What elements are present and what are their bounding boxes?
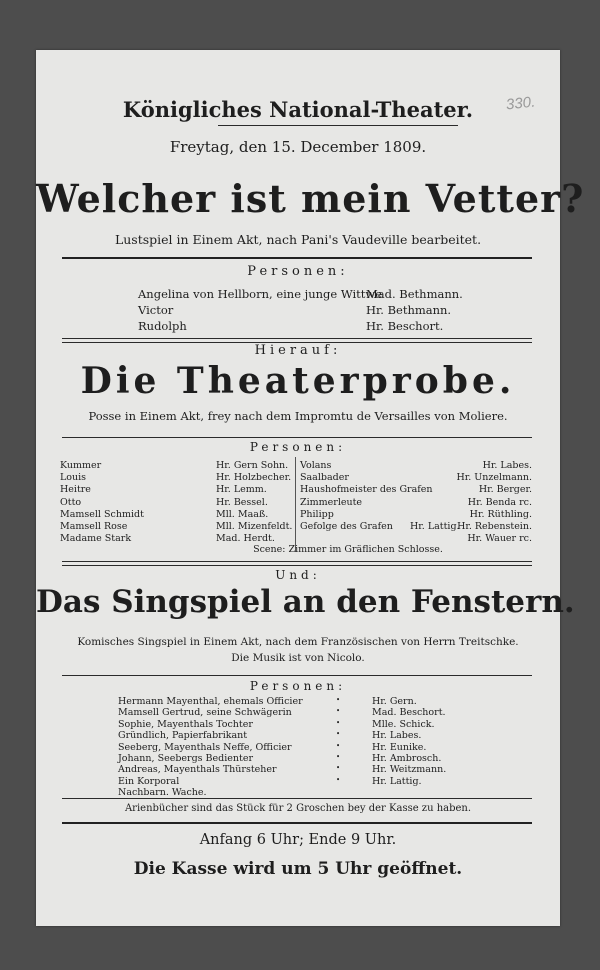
play3-intro: Und: [275,568,321,582]
cast-role: Sophie, Mayenthals Tochter [118,718,253,730]
rule-4 [62,561,532,566]
cast-role: Haushofmeister des Grafen [300,484,433,496]
cast-role: Nachbarn. Wache. [118,787,207,799]
play2-scene: Scene: Zimmer im Gräflichen Schlosse. [253,544,443,555]
cast-actor: Hr. Lemm. [216,484,267,496]
cast-actor: Hr. Berger. [478,484,532,496]
theatre-name: Königliches National-Theater. [122,97,474,122]
cast-role: Andreas, Mayenthals Thürsteher [118,764,277,776]
rule-3 [62,437,532,438]
cast-actor: Hr. Beschort. [366,319,444,333]
cast-actor: Hr. Bethmann. [366,303,452,317]
rule-1 [62,257,532,259]
rule-6 [62,798,532,799]
cast-separator-dot: • [336,753,341,761]
cast-separator-dot: • [336,707,341,716]
performance-times: Anfang 6 Uhr; Ende 9 Uhr. [199,832,397,848]
cast-role: Seeberg, Mayenthals Neffe, Officier [118,741,292,753]
cast-role: Hermann Mayenthal, ehemals Officier [118,696,303,707]
cast-actor: Hr. Labes. [372,730,422,742]
cast-actor: Mad. Bethmann. [366,287,463,301]
cast-separator-dot: • [336,718,341,727]
cast-separator-dot: • [336,696,341,704]
cast-actor: Mll. Maaß. [216,508,269,520]
play1-personen: Personen: [247,264,349,279]
cast-actor: Hr. Weitzmann. [372,764,447,776]
cast-separator-dot: • [336,741,341,750]
cast-actor: Hr. Lattig. [372,775,422,787]
play1-subtitle: Lustspiel in Einem Akt, nach Pani's Vaudeville bearbeitet. [114,232,482,247]
cast-role: Mamsell Gertrud, seine Schwägerin [118,707,292,719]
rule-5 [62,675,532,676]
play3-music: Die Musik ist von Nicolo. [231,652,365,664]
cast-actor: Hr. Benda rc. [467,496,532,508]
play1-title: Welcher ist mein Vetter? [36,176,585,221]
cast-role: Saalbader [300,472,349,484]
cast-role: Mamsell Rose [60,521,128,532]
cast-role: Kummer [60,460,102,471]
play2-title: Die Theaterprobe. [80,360,516,402]
performance-date: Freytag, den 15. December 1809. [169,138,427,156]
play2-personen: Personen: [249,440,347,454]
cast-separator-dot: • [336,730,341,739]
cast-role: Philipp [300,508,334,520]
cast-actor: Hr. Rebenstein. [457,521,532,532]
cast-actor: Mll. Mizenfeldt. [216,521,293,532]
cast-role: Johann, Seebergs Bedienter [118,753,254,764]
play2-intro: Hierauf: [254,343,342,358]
cast-role: Gründlich, Papierfabrikant [118,730,248,742]
cast-role: Madame Stark [60,533,132,545]
play2-subtitle: Posse in Einem Akt, frey nach dem Impromtu de Versailles von Moliere. [88,409,508,423]
cast-actor: Hr. Labes. [482,460,532,471]
play3-personen: Personen: [249,679,347,693]
cast-role: Mamsell Schmidt [60,508,144,520]
box-office-opening: Die Kasse wird um 5 Uhr geöffnet. [133,859,463,879]
play3-title: Das Singspiel an den Fenstern. [36,584,575,620]
cast-actor: Mlle. Schick. [372,718,435,730]
cast-actor: Hr. Eunike. [372,741,427,753]
cast-role: Ein Korporal [118,775,180,787]
cast-role: Gefolge des Grafen [300,521,393,532]
cast-actor: Hr. Wauer rc. [467,533,532,545]
cast-role: Rudolph [138,319,187,333]
cast-actor: Hr. Bessel. [216,496,268,508]
cast-actor: Mad. Herdt. [216,533,275,545]
cast-role: Louis [60,472,87,484]
cast-role: Volans [300,460,332,471]
cast-actor: Hr. Gern Sohn. [216,460,289,471]
cast-actor: Hr. Holzbecher. [216,472,292,484]
cast-actor: Hr. Rüthling. [469,508,532,520]
archive-number: 330. [505,93,537,114]
cast-actor: Hr. Gern. [372,696,417,707]
cast-column-divider [295,457,296,552]
cast-separator-dot: • [336,775,341,784]
cast-actor: Hr. Unzelmann. [456,472,532,484]
cast-role: Victor [138,303,174,317]
cast-role: Heitre [60,484,91,496]
cast-role: Zimmerleute [300,496,363,508]
cast-actor: Mad. Beschort. [372,707,446,719]
cast-actor: Hr. Lattig. [410,521,460,532]
cast-actor: Hr. Ambrosch. [372,753,442,764]
play3-subtitle: Komisches Singspiel in Einem Akt, nach dem Französischen von Herrn Treitschke. [77,636,519,648]
cast-separator-dot: • [336,764,341,773]
cast-role: Otto [60,496,82,508]
cast-role: Angelina von Hellborn, eine junge Wittwe [138,287,383,301]
libretto-note: Arienbücher sind das Stück für 2 Groschen bey der Kasse zu haben. [124,803,472,814]
rule-7 [62,822,532,824]
header-underline [218,125,458,126]
